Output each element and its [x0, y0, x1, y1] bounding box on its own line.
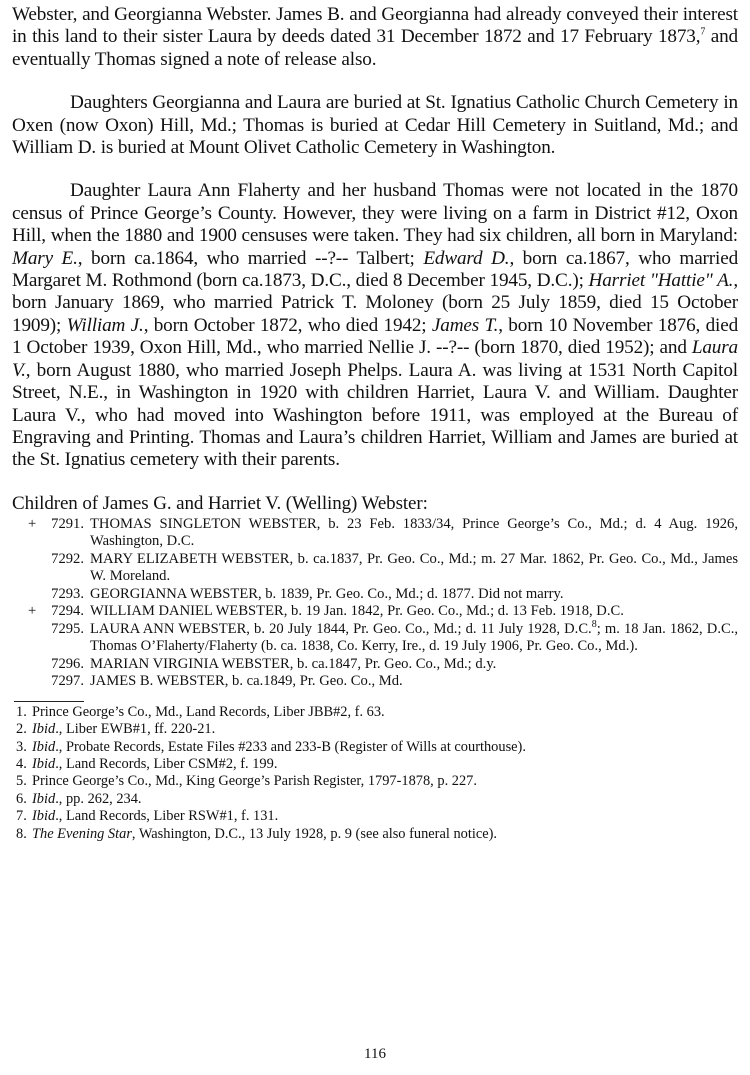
text-run: MARIAN VIRGINIA WEBSTER, b. ca.1847, Pr. Geo. Co., Md.; d.y.	[90, 655, 497, 672]
footnotes	[12, 704, 738, 843]
has-descendants-mark: +	[28, 515, 37, 532]
footnote-ref: 7	[700, 27, 706, 39]
entry-text	[90, 656, 738, 674]
footnote-number: 7.	[16, 808, 27, 825]
has-descendants-mark: +	[28, 603, 37, 620]
paragraph	[12, 92, 738, 159]
footnote-separator	[14, 701, 84, 702]
footnote-number: 3.	[16, 738, 27, 755]
text-run: , Washington, D.C., 13 July 1928, p. 9 (see also funeral notice).	[131, 825, 497, 842]
italic-text: Ibid	[32, 755, 56, 772]
text-run: , born ca.1867, who married Margaret M. Rothmond (born ca.1873, D.C., died 8 December 1945, D.C.);	[12, 247, 739, 292]
entry-number: 7291.	[51, 515, 84, 532]
child-entry	[12, 618, 739, 656]
text-run: Daughter Laura Ann Flaherty and her husband Thomas were not located in the 1870 census of Prince George’s County. However, they were living on a farm in District #12, Oxon Hill, when the 1880 and 1900 censuses were taken. They had six children, all born in Maryland:	[12, 180, 738, 247]
entry-number: 7295.	[51, 620, 84, 637]
text-run: ., Land Records, Liber CSM#2, f. 199.	[55, 755, 278, 772]
child-entry	[12, 603, 738, 621]
child-entry	[12, 586, 738, 604]
text-run: , born ca.1864, who married --?-- Talbert;	[77, 247, 424, 269]
italic-text: Ibid	[32, 808, 56, 825]
child-entry	[12, 516, 738, 551]
text-run: THOMAS SINGLETON WEBSTER, b. 23 Feb. 1833/34, Prince George’s Co., Md.; d. 4 Aug. 1926, Washington, D.C.	[90, 515, 738, 550]
text-run: ; m. 18 Jan. 1862, D.C., Thomas O’Flaherty/Flaherty (b. ca. 1838, Co. Kerry, Ire., d. 19 July 1906, Pr. Geo. Co., Md.).	[90, 620, 739, 655]
entry-number: 7293.	[51, 585, 84, 602]
italic-text: Mary E.	[12, 247, 78, 269]
footnote-text	[32, 704, 385, 720]
footnote-text	[32, 773, 477, 789]
entry-text	[90, 551, 738, 586]
paragraph	[12, 180, 738, 471]
italic-text: Harriet "Hattie" A.	[588, 270, 734, 292]
footnote-ref: 8	[591, 618, 597, 630]
text-run: ., Land Records, Liber RSW#1, f. 131.	[55, 808, 279, 825]
entry-number: 7296.	[51, 655, 84, 672]
text-run: , born August 1880, who married Joseph Phelps. Laura A. was living at 1531 North Capitol Street, N.E., in Washington in 1920 with children Harriet, Laura V. and William. Daughter Laura V., who had moved into Washington before 1911, was employed at the Bureau of Engraving and Printing. Thomas and Laura’s children Harriet, William and James are buried at the St. Ignatius cemetery with their parents.	[12, 359, 738, 471]
footnote	[12, 826, 738, 843]
italic-text: William J.	[66, 314, 144, 336]
text-run: ., Liber EWB#1, ff. 220-21.	[55, 721, 216, 738]
document-page	[12, 4, 738, 843]
footnote	[12, 739, 738, 756]
text-run: WILLIAM DANIEL WEBSTER, b. 19 Jan. 1842, Pr. Geo. Co., Md.; d. 13 Feb. 1918, D.C.	[90, 603, 624, 620]
italic-text: Edward D.	[423, 247, 510, 269]
paragraph	[12, 4, 738, 71]
entry-text	[90, 673, 738, 691]
italic-text: Ibid	[32, 721, 56, 738]
page-number: 116	[364, 1046, 386, 1062]
footnote	[12, 773, 738, 790]
footnote	[12, 808, 738, 825]
text-run: ., pp. 262, 234.	[55, 790, 142, 807]
body-text	[12, 4, 738, 472]
footnote-number: 8.	[16, 825, 27, 842]
children-list	[12, 516, 738, 691]
text-run: Webster, and Georgianna Webster. James B. and Georgianna had already conveyed their interest in this land to their sister Laura by deeds dated 31 December 1872 and 17 February 1873,	[12, 4, 738, 48]
footnote-number: 5.	[16, 773, 27, 790]
child-entry	[12, 656, 738, 674]
text-run: ., Probate Records, Estate Files #233 and 233-B (Register of Wills at courthouse).	[55, 738, 526, 755]
child-entry	[12, 673, 738, 691]
text-run: GEORGIANNA WEBSTER, b. 1839, Pr. Geo. Co., Md.; d. 1877. Did not marry.	[90, 585, 564, 602]
footnote-number: 2.	[16, 721, 27, 738]
footnote-text	[32, 791, 142, 807]
footnote-number: 6.	[16, 790, 27, 807]
italic-text: James T.	[431, 314, 499, 336]
footnote-number: 4.	[16, 755, 27, 772]
footnote-number: 1.	[16, 703, 27, 720]
entry-number: 7294.	[51, 603, 84, 620]
footnote-text	[32, 826, 497, 842]
italic-text: Laura V.	[12, 337, 738, 381]
entry-text	[90, 618, 739, 656]
text-run: JAMES B. WEBSTER, b. ca.1849, Pr. Geo. Co., Md.	[90, 673, 403, 690]
text-run: and eventually Thomas signed a note of release also.	[12, 26, 739, 70]
text-run: , born 10 November 1876, died 1 October 1939, Oxon Hill, Md., who married Nellie J. --?-- (born 1870, died 1952); and	[12, 314, 739, 359]
italic-text: Ibid	[32, 738, 56, 755]
text-run: LAURA ANN WEBSTER, b. 20 July 1844, Pr. Geo. Co., Md.; d. 11 July 1928, D.C.	[90, 620, 592, 637]
children-heading: Children of James G. and Harriet V. (Welling) Webster:	[12, 492, 428, 514]
entry-text	[90, 516, 738, 551]
entry-text	[90, 603, 738, 621]
footnote-text	[32, 721, 215, 737]
footnote	[12, 791, 738, 808]
entry-number: 7292.	[51, 550, 84, 567]
text-run: Daughters Georgianna and Laura are buried at St. Ignatius Catholic Church Cemetery in Oxen (now Oxon) Hill, Md.; Thomas is buried at Cedar Hill Cemetery in Suitland, Md.; and William D. is buried at Mount Olivet Catholic Cemetery in Washington.	[12, 92, 738, 159]
footnote	[12, 756, 738, 773]
text-run: Prince George’s Co., Md., Land Records, Liber JBB#2, f. 63.	[32, 703, 385, 720]
footnote	[12, 721, 738, 738]
footnote-text	[32, 808, 278, 824]
entry-text	[90, 586, 738, 604]
text-run: Prince George’s Co., Md., King George’s Parish Register, 1797-1878, p. 227.	[32, 773, 477, 790]
footnote-text	[32, 739, 526, 755]
text-run: MARY ELIZABETH WEBSTER, b. ca.1837, Pr. Geo. Co., Md.; m. 27 Mar. 1862, Pr. Geo. Co., Md., James W. Moreland.	[90, 550, 738, 585]
italic-text: The Evening Star	[32, 825, 132, 842]
child-entry	[12, 551, 738, 586]
footnote-text	[32, 756, 277, 772]
text-run: , born October 1872, who died 1942;	[143, 314, 432, 336]
text-run: , born January 1869, who married Patrick T. Moloney (born 25 July 1859, died 15 October 1909);	[12, 270, 738, 336]
footnote	[12, 704, 738, 721]
italic-text: Ibid	[32, 790, 56, 807]
entry-number: 7297.	[51, 673, 84, 690]
